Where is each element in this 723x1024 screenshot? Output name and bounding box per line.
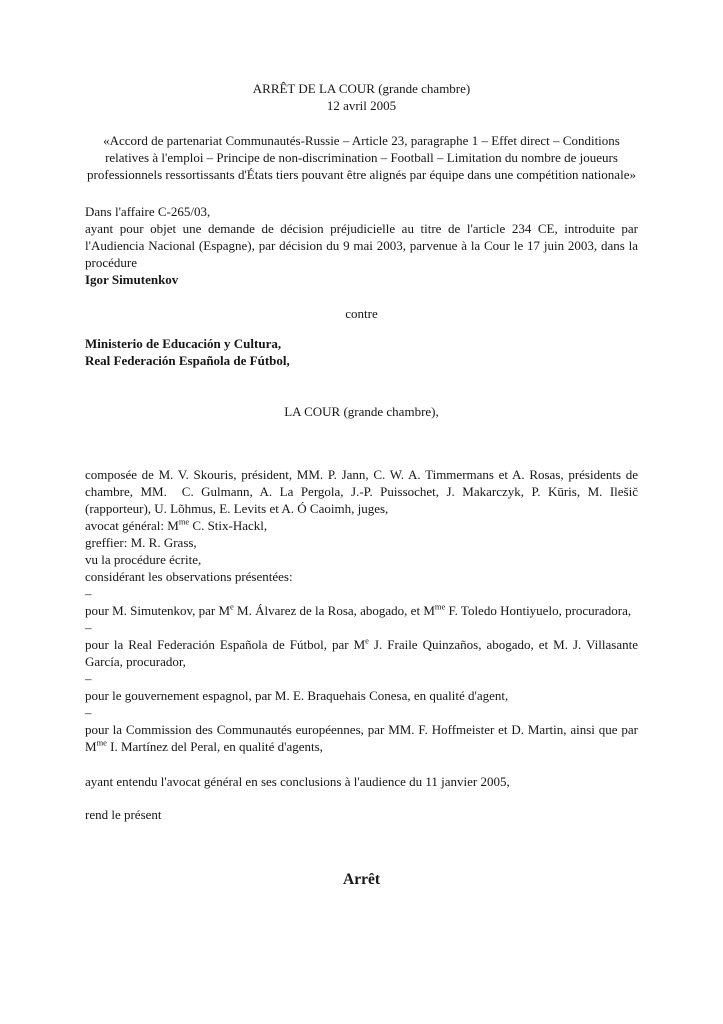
observation-marker: –	[85, 620, 92, 635]
doc-date: 12 avril 2005	[326, 98, 397, 113]
doc-header	[85, 80, 638, 114]
observation-marker: –	[85, 586, 92, 601]
observation-item	[85, 670, 638, 704]
observation-text: pour le gouvernement espagnol, par M. E. Braquehais Conesa, en qualité d'agent,	[85, 688, 509, 703]
observation-marker: –	[85, 671, 92, 686]
doc-title: ARRÊT DE LA COUR (grande chambre)	[252, 81, 471, 96]
case-block	[85, 203, 638, 288]
court-heading: LA COUR (grande chambre),	[284, 404, 439, 419]
written-procedure: vu la procédure écrite,	[85, 552, 202, 567]
observation-text: pour la Commission des Communautés européennes, par MM. F. Hoffmeister et D. Martin, ainsi que par $M^{me}$ I. Martínez del Peral, en qualité d'agents,	[85, 722, 638, 754]
court-composition: composée de M. V. Skouris, président, MM. P. Jann, C. W. A. Timmermans et A. Rosas, présidents de chambre, MM. C. Gulmann, A. La Pergola, J.-P. Puissochet, J. Makarczyk, P. Kūris, M. Ilešič (rapporteur), U. Lõhmus, E. Levits et A. Ó Caoimh, juges,	[85, 467, 638, 516]
defendant-name: Ministerio de Educación y Cultura,	[85, 336, 282, 351]
observations-list	[85, 585, 638, 755]
observation-item	[85, 704, 638, 755]
case-description: ayant pour objet une demande de décision préjudicielle au titre de l'article 234 CE, introduite par l'Audiencia Nacional (Espagne), par décision du 9 mai 2003, parvenue à la Cour le 17 juin 2003, dans la procédure	[85, 221, 638, 270]
subject-keywords: «Accord de partenariat Communautés-Russie – Article 23, paragraphe 1 – Effet direct – Conditions relatives à l'emploi – Principe de non-discrimination – Football – Limitation du nombre de joueurs professionnels ressortissants d'États tiers pouvant être alignés par équipe dans une compétition nationale»	[87, 133, 636, 182]
observation-marker: –	[85, 705, 92, 720]
judgment-heading: Arrêt	[343, 871, 380, 888]
composition-block	[85, 466, 638, 585]
case-reference: Dans l'affaire C-265/03,	[85, 204, 211, 219]
observation-item	[85, 585, 638, 619]
observation-text: pour M. Simutenkov, par Me M. Álvarez de la Rosa, abogado, et $M^{me}$ F. Toledo Hontiyuelo, procuradora,	[85, 601, 632, 618]
versus-label: contre	[345, 306, 378, 321]
defendants-block	[85, 335, 638, 369]
renders-statement: rend le présent	[85, 807, 162, 822]
registrar: greffier: M. R. Grass,	[85, 535, 197, 550]
hearing-statement: ayant entendu l'avocat général en ses conclusions à l'audience du 11 janvier 2005,	[85, 774, 510, 789]
advocate-general: avocat général: $M^{me}$ C. Stix-Hackl,	[85, 516, 268, 533]
observation-item	[85, 619, 638, 670]
observation-text: pour la Real Federación Española de Fútbol, par Me J. Fraile Quinzaños, abogado, et M. J. Villasante García, procurador,	[85, 635, 638, 669]
defendant-name: Real Federación Española de Fútbol,	[85, 353, 290, 368]
observations-intro: considérant les observations présentées:	[85, 569, 293, 584]
applicant-name: Igor Simutenkov	[85, 272, 179, 287]
